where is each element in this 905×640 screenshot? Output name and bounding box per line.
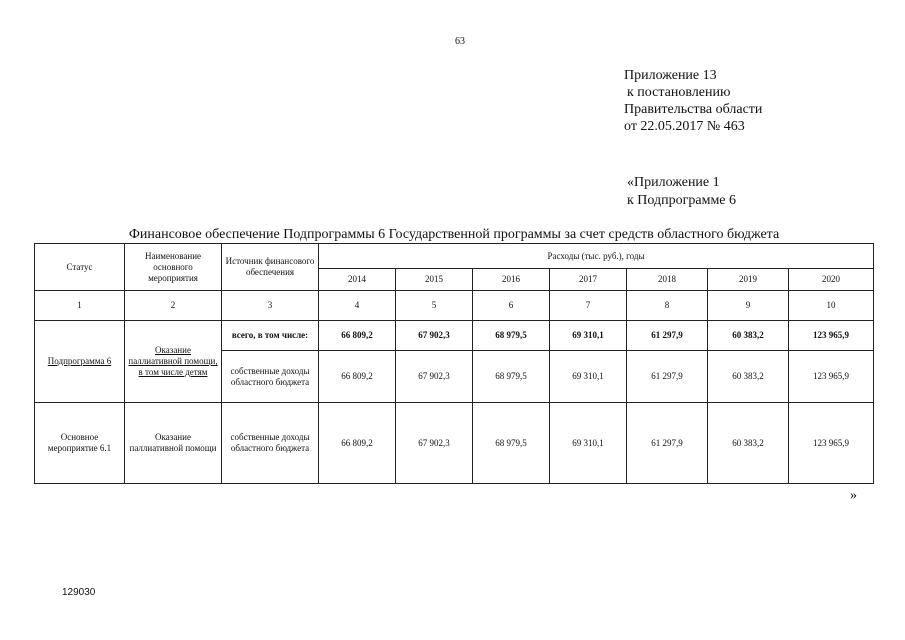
column-number: 10 (789, 291, 874, 321)
status-cell: Основное мероприятие 6.1 (35, 403, 125, 484)
column-number: 5 (396, 291, 473, 321)
value-cell: 69 310,1 (550, 403, 627, 484)
value-cell: 66 809,2 (319, 403, 396, 484)
appendix-reference-line: к Подпрограмме 6 (627, 193, 737, 208)
value-cell: 67 902,3 (396, 321, 473, 351)
value-cell: 123 965,9 (789, 351, 874, 403)
value-cell: 68 979,5 (473, 403, 550, 484)
document-title: Финансовое обеспечение Подпрограммы 6 Государственной программы за счет средств областного бюджета (128, 227, 780, 242)
value-cell: 67 902,3 (396, 403, 473, 484)
appendix-line: Правительства области (624, 102, 763, 117)
table-row (35, 321, 874, 351)
appendix-block (624, 67, 762, 135)
column-number: 3 (222, 291, 319, 321)
source-cell: собственные доходы областного бюджета (222, 351, 319, 403)
value-cell: 60 383,2 (708, 321, 789, 351)
header-year: 2015 (396, 269, 473, 291)
header-expenses: Расходы (тыс. руб.), годы (319, 244, 874, 269)
value-cell: 61 297,9 (627, 321, 708, 351)
header-year: 2014 (319, 269, 396, 291)
page-number: 63 (455, 36, 465, 47)
measure-cell (125, 321, 222, 403)
header-measure: Наименование основного мероприятия (125, 244, 222, 291)
column-number: 1 (35, 291, 125, 321)
header-year: 2020 (789, 269, 874, 291)
status-cell (35, 321, 125, 403)
column-number: 2 (125, 291, 222, 321)
source-cell: собственные доходы областного бюджета (222, 403, 319, 484)
value-cell: 69 310,1 (550, 351, 627, 403)
appendix-reference-line: «Приложение 1 (627, 175, 720, 190)
table-row (35, 403, 874, 484)
header-year: 2017 (550, 269, 627, 291)
value-cell: 61 297,9 (627, 403, 708, 484)
header-source: Источник финансового обеспечения (222, 244, 319, 291)
appendix-reference (627, 174, 736, 210)
document-code: 129030 (62, 587, 96, 598)
measure-text: Оказание паллиативной помощи, в том числе детям (128, 345, 218, 377)
column-number: 8 (627, 291, 708, 321)
value-cell: 60 383,2 (708, 351, 789, 403)
column-number: 7 (550, 291, 627, 321)
header-status: Статус (35, 244, 125, 291)
value-cell: 60 383,2 (708, 403, 789, 484)
column-number: 6 (473, 291, 550, 321)
financing-table (34, 243, 874, 484)
value-cell: 68 979,5 (473, 351, 550, 403)
column-number-row (35, 291, 874, 321)
value-cell: 123 965,9 (789, 321, 874, 351)
status-text: Подпрограмма 6 (47, 356, 112, 366)
column-number: 4 (319, 291, 396, 321)
value-cell: 68 979,5 (473, 321, 550, 351)
appendix-line: Приложение 13 (624, 68, 717, 83)
appendix-line: к постановлению (627, 85, 731, 100)
value-cell: 123 965,9 (789, 403, 874, 484)
closing-quote: » (850, 488, 857, 503)
column-number: 9 (708, 291, 789, 321)
value-cell: 66 809,2 (319, 351, 396, 403)
value-cell: 67 902,3 (396, 351, 473, 403)
value-cell: 61 297,9 (627, 351, 708, 403)
source-cell: всего, в том числе: (222, 321, 319, 351)
header-year: 2019 (708, 269, 789, 291)
measure-cell: Оказание паллиативной помощи (125, 403, 222, 484)
value-cell: 69 310,1 (550, 321, 627, 351)
header-year: 2018 (627, 269, 708, 291)
appendix-line: от 22.05.2017 № 463 (624, 119, 745, 134)
value-cell: 66 809,2 (319, 321, 396, 351)
header-year: 2016 (473, 269, 550, 291)
